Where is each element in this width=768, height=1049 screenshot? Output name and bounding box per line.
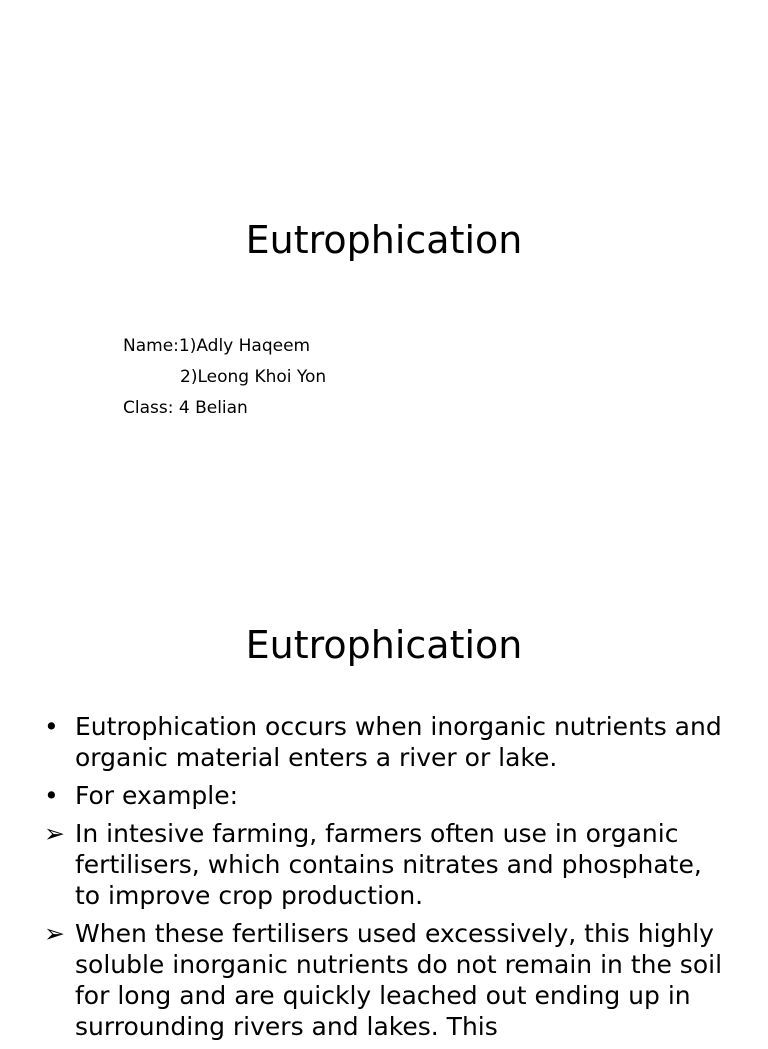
bullet-list bbox=[44, 711, 734, 1049]
bullet-item bbox=[44, 818, 734, 911]
dot-bullet-icon: • bbox=[44, 712, 59, 741]
arrow-bullet-icon: ➢ bbox=[44, 819, 65, 848]
bullet-text: In intesive farming, farmers often use in organic fertilisers, which contains nitrates and phosphate, to improve crop production. bbox=[75, 819, 702, 910]
class-line: Class: 4 Belian bbox=[123, 398, 248, 418]
arrow-bullet-icon: ➢ bbox=[44, 919, 65, 948]
subtitle-block bbox=[123, 331, 326, 424]
bullet-text: For example: bbox=[75, 781, 239, 810]
content-slide bbox=[0, 576, 768, 1041]
bullet-text: Eutrophication occurs when inorganic nutrients and organic material enters a river or lake. bbox=[75, 712, 722, 772]
bullet-item bbox=[44, 918, 734, 1042]
name-line: Name:1)Adly Haqeem bbox=[123, 336, 311, 356]
slide-title: Eutrophication bbox=[245, 218, 523, 262]
dot-bullet-icon: • bbox=[44, 781, 59, 810]
bullet-item bbox=[44, 780, 734, 811]
second-name-line: 2)Leong Khoi Yon bbox=[180, 367, 327, 387]
slide-title: Eutrophication bbox=[245, 623, 523, 667]
bullet-item bbox=[44, 711, 734, 773]
bullet-text: When these fertilisers used excessively, this highly soluble inorganic nutrients do not remain in the soil for long and are quickly leached out ending up in surrounding rivers and lakes. This bbox=[75, 919, 723, 1041]
